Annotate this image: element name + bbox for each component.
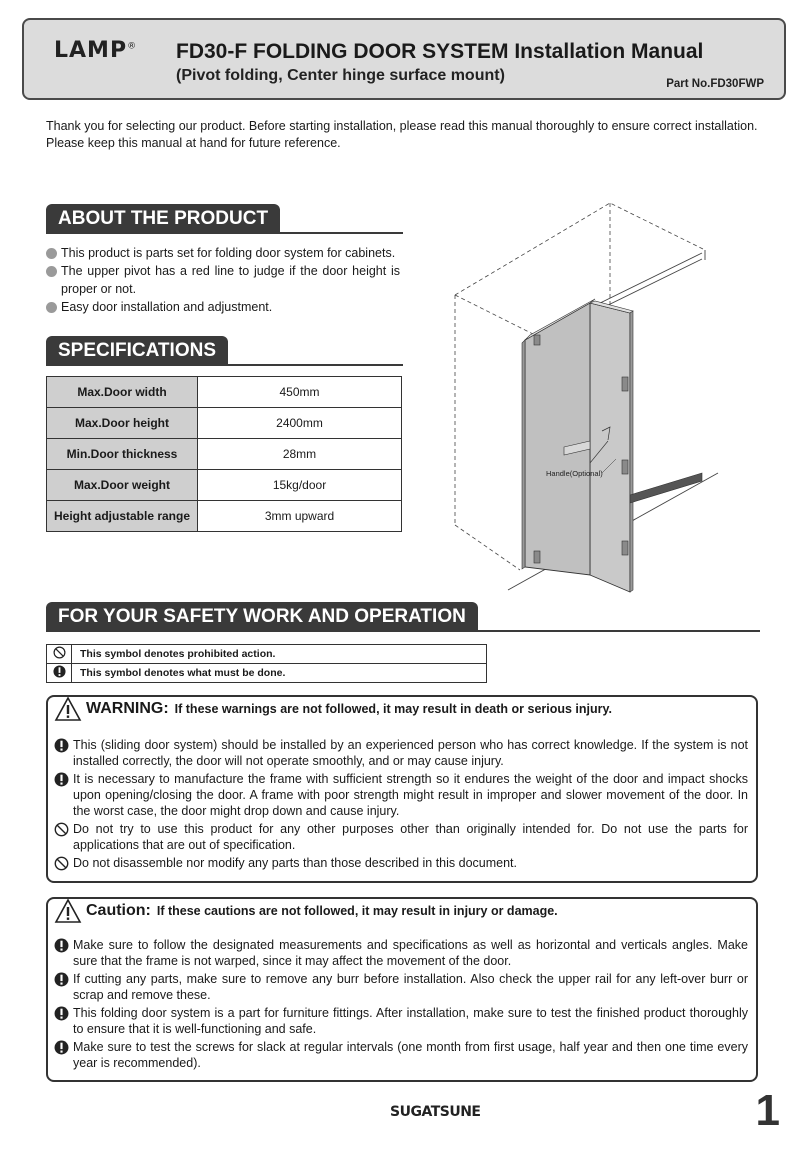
folding-door-drawing [440,195,785,600]
mandatory-icon [54,938,69,953]
mandatory-icon [47,664,72,683]
caution-item: Make sure to test the screws for slack at regular intervals (one month from first usage, half year and then one time every year is recommended). [54,1039,748,1071]
handle-label: Handle(Optional) [546,469,603,478]
warning-box [46,695,758,883]
about-bullet: This product is parts set for folding door system for cabinets. [46,244,400,262]
about-bullets [46,244,400,316]
lamp-logo: LAMP® [54,38,138,63]
warning-triangle-icon [54,898,82,924]
caution-header [54,897,558,925]
safety-heading: FOR YOUR SAFETY WORK AND OPERATION [46,602,760,632]
caution-item: Make sure to follow the designated measurements and specifications as well as horizontal and verticals angles. Make sure that the frame is not warped, since it may affect the movement of the door. [54,937,748,969]
warning-item: It is necessary to manufacture the frame with sufficient strength so it endures the weight of the door and impact shocks upon opening/closing the door. A frame with poor strength might result in improper and slower movement of the door. In the worst case, the door might drop down and cause injury. [54,771,748,819]
table-row: Max.Door weight 15kg/door [47,470,402,501]
sugatsune-logo: SUGATSUNE [390,1104,481,1120]
symbol-legend-table [46,644,487,683]
bullet-dot-icon [46,266,57,277]
warning-label: WARNING: [86,700,169,717]
specs-table [46,376,402,532]
mandatory-icon [54,772,69,787]
table-row: Max.Door width 450mm [47,377,402,408]
table-row: This symbol denotes prohibited action. [47,645,487,664]
bullet-dot-icon [46,248,57,259]
caution-label: Caution: [86,902,151,919]
about-bullet: The upper pivot has a red line to judge if the door height is proper or not. [46,262,400,298]
prohibited-icon [54,822,69,837]
mandatory-icon [54,1006,69,1021]
warning-item: This (sliding door system) should be installed by an experienced person who has correct knowledge. If the system is not installed correctly, the door will not operate smoothly, and or may cause injury. [54,737,748,769]
caution-description: If these cautions are not followed, it may result in injury or damage. [156,904,558,918]
intro-text: Thank you for selecting our product. Before starting installation, please read this manual thoroughly to ensure correct installation. Please keep this manual at hand for future reference. [46,119,758,150]
table-row: Max.Door height 2400mm [47,408,402,439]
bullet-dot-icon [46,302,57,313]
table-row: Height adjustable range 3mm upward [47,501,402,532]
caution-item: This folding door system is a part for furniture fittings. After installation, make sure to test the finished product thoroughly to ensure that it is well-functioning and safe. [54,1005,748,1037]
page-title: FD30-F FOLDING DOOR SYSTEM Installation Manual [176,40,704,63]
specs-heading: SPECIFICATIONS [46,336,403,366]
warning-triangle-icon [54,696,82,722]
warning-list [54,737,748,873]
caution-box [46,897,758,1082]
table-row: This symbol denotes what must be done. [47,664,487,683]
mandatory-icon [54,738,69,753]
warning-header [54,695,612,723]
mandatory-icon [54,972,69,987]
table-row: Min.Door thickness 28mm [47,439,402,470]
warning-item: Do not try to use this product for any other purposes other than originally intended for. Do not use the parts for applications that are out of specification. [54,821,748,853]
about-bullet: Easy door installation and adjustment. [46,298,400,316]
warning-item: Do not disassemble nor modify any parts than those described in this document. [54,855,748,871]
about-heading: ABOUT THE PRODUCT [46,204,403,234]
prohibited-icon [47,645,72,664]
part-number: Part No.FD30FWP [666,78,764,90]
warning-description: If these warnings are not followed, it may result in death or serious injury. [174,702,613,716]
prohibited-icon [54,856,69,871]
caution-list [54,937,748,1073]
page-number: 1 [755,1086,780,1135]
header-box [22,18,786,100]
caution-item: If cutting any parts, make sure to remove any burr before installation. Also check the upper rail for any left-over burr or scrap and remove these. [54,971,748,1003]
page-subtitle: (Pivot folding, Center hinge surface mount) [176,67,505,84]
mandatory-icon [54,1040,69,1055]
